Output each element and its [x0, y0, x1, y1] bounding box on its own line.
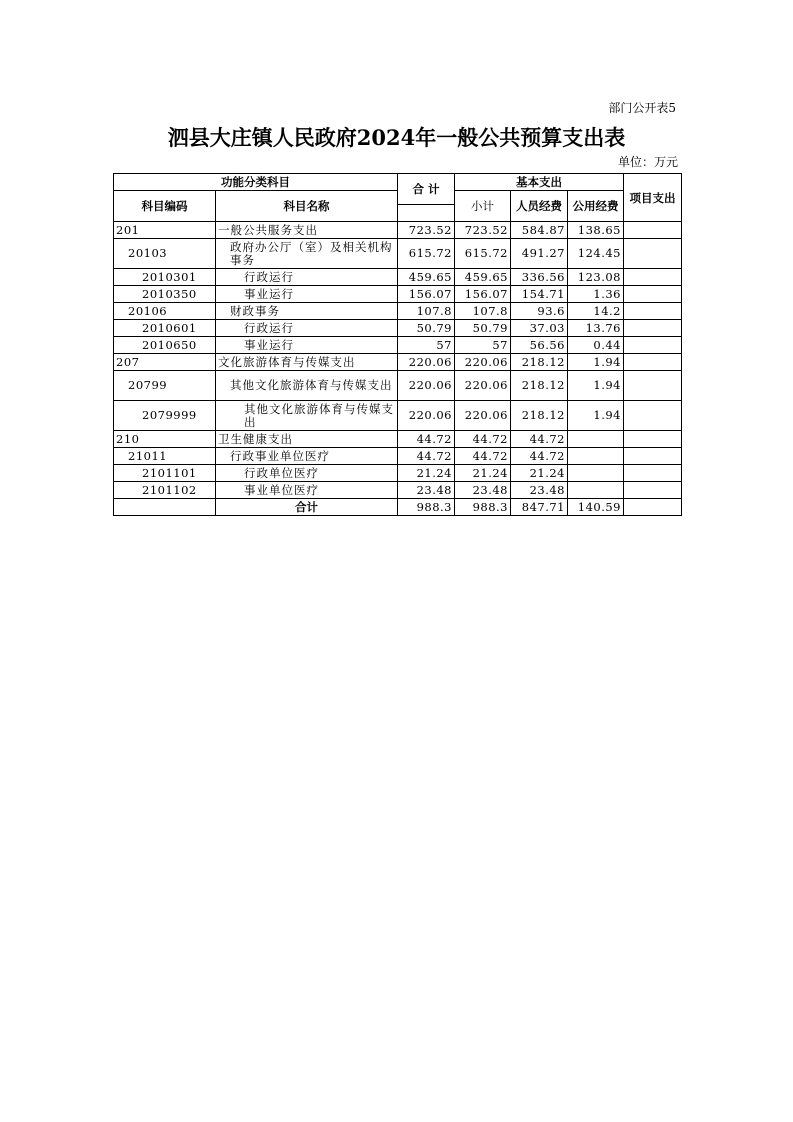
cell-code: 20106: [114, 303, 216, 320]
table-row: [114, 371, 682, 401]
total-sum: 988.3: [398, 499, 455, 516]
table-row: [114, 431, 682, 448]
cell-personnel: 44.72: [511, 448, 568, 465]
cell-personnel: 154.71: [511, 286, 568, 303]
table-row: [114, 337, 682, 354]
cell-public: 1.36: [568, 286, 624, 303]
cell-code: 2010650: [114, 337, 216, 354]
table-row-total: [114, 499, 682, 516]
cell-name: 事业运行: [216, 286, 398, 303]
table-row: [114, 320, 682, 337]
cell-public: 1.94: [568, 371, 624, 401]
cell-subtotal: 57: [455, 337, 511, 354]
cell-personnel: 56.56: [511, 337, 568, 354]
cell-total: 44.72: [398, 448, 455, 465]
cell-subtotal: 107.8: [455, 303, 511, 320]
table-row: [114, 303, 682, 320]
cell-code: 2101102: [114, 482, 216, 499]
cell-name: 行政事业单位医疗: [216, 448, 398, 465]
header-personnel-expense: 人员经费: [511, 191, 568, 222]
form-number-label: 部门公开表5: [608, 101, 676, 115]
cell-total: 23.48: [398, 482, 455, 499]
cell-public: [568, 431, 624, 448]
table-row: [114, 286, 682, 303]
cell-code: 2010350: [114, 286, 216, 303]
header-subject-name: 科目名称: [216, 191, 398, 222]
cell-personnel: 44.72: [511, 431, 568, 448]
header-subject-code: 科目编码: [114, 191, 216, 222]
cell-total: 459.65: [398, 269, 455, 286]
total-label: 合计: [216, 499, 398, 516]
cell-code: 2079999: [114, 401, 216, 431]
page-title: 泗县大庄镇人民政府2024年一般公共预算支出表: [167, 125, 626, 150]
cell-project: [624, 448, 682, 465]
cell-code: 20103: [114, 239, 216, 269]
cell-project: [624, 320, 682, 337]
cell-code: 2101101: [114, 465, 216, 482]
cell-code: 207: [114, 354, 216, 371]
cell-subtotal: 220.06: [455, 401, 511, 431]
cell-name: 行政运行: [216, 269, 398, 286]
cell-name: 政府办公厅（室）及相关机构事务: [216, 239, 398, 269]
total-code-cell: [114, 499, 216, 516]
total-public: 140.59: [568, 499, 624, 516]
cell-subtotal: 44.72: [455, 431, 511, 448]
cell-subtotal: 156.07: [455, 286, 511, 303]
cell-public: 0.44: [568, 337, 624, 354]
cell-subtotal: 21.24: [455, 465, 511, 482]
cell-personnel: 584.87: [511, 222, 568, 239]
cell-name: 其他文化旅游体育与传媒支出: [216, 371, 398, 401]
cell-total: 156.07: [398, 286, 455, 303]
cell-personnel: 218.12: [511, 354, 568, 371]
cell-code: 2010601: [114, 320, 216, 337]
cell-project: [624, 269, 682, 286]
cell-name: 事业运行: [216, 337, 398, 354]
cell-project: [624, 465, 682, 482]
cell-public: [568, 465, 624, 482]
cell-total: 50.79: [398, 320, 455, 337]
cell-personnel: 218.12: [511, 401, 568, 431]
table-row: [114, 239, 682, 269]
cell-name: 一般公共服务支出: [216, 222, 398, 239]
table-row: [114, 222, 682, 239]
table-row: [114, 448, 682, 465]
table-row: [114, 401, 682, 431]
cell-public: 1.94: [568, 354, 624, 371]
cell-project: [624, 286, 682, 303]
header-total-spacer: [398, 205, 455, 222]
cell-project: [624, 431, 682, 448]
header-total: 合 计: [398, 174, 455, 205]
cell-project: [624, 303, 682, 320]
cell-code: 210: [114, 431, 216, 448]
cell-personnel: 37.03: [511, 320, 568, 337]
cell-name: 事业单位医疗: [216, 482, 398, 499]
table-row: [114, 482, 682, 499]
cell-personnel: 23.48: [511, 482, 568, 499]
cell-public: [568, 448, 624, 465]
budget-expenditure-table: [113, 173, 682, 516]
header-basic-expenditure: 基本支出: [455, 174, 624, 191]
cell-name: 行政单位医疗: [216, 465, 398, 482]
cell-personnel: 93.6: [511, 303, 568, 320]
cell-subtotal: 220.06: [455, 371, 511, 401]
cell-code: 201: [114, 222, 216, 239]
cell-code: 20799: [114, 371, 216, 401]
cell-subtotal: 615.72: [455, 239, 511, 269]
table-row: [114, 465, 682, 482]
cell-subtotal: 50.79: [455, 320, 511, 337]
cell-name: 其他文化旅游体育与传媒支出: [216, 401, 398, 431]
unit-label: 单位：万元: [617, 155, 678, 169]
cell-subtotal: 220.06: [455, 354, 511, 371]
cell-name: 文化旅游体育与传媒支出: [216, 354, 398, 371]
cell-total: 220.06: [398, 401, 455, 431]
cell-project: [624, 401, 682, 431]
cell-public: 124.45: [568, 239, 624, 269]
total-subtotal: 988.3: [455, 499, 511, 516]
cell-project: [624, 337, 682, 354]
cell-project: [624, 239, 682, 269]
cell-public: 14.2: [568, 303, 624, 320]
cell-personnel: 218.12: [511, 371, 568, 401]
cell-project: [624, 354, 682, 371]
cell-total: 615.72: [398, 239, 455, 269]
table-body: [114, 222, 682, 499]
header-function-classification: 功能分类科目: [114, 174, 398, 191]
table-row: [114, 354, 682, 371]
cell-personnel: 336.56: [511, 269, 568, 286]
cell-total: 723.52: [398, 222, 455, 239]
cell-total: 44.72: [398, 431, 455, 448]
cell-subtotal: 44.72: [455, 448, 511, 465]
cell-project: [624, 222, 682, 239]
cell-project: [624, 371, 682, 401]
cell-subtotal: 723.52: [455, 222, 511, 239]
cell-public: [568, 482, 624, 499]
cell-code: 21011: [114, 448, 216, 465]
total-project: [624, 499, 682, 516]
cell-subtotal: 23.48: [455, 482, 511, 499]
header-public-expense: 公用经费: [568, 191, 624, 222]
total-personnel: 847.71: [511, 499, 568, 516]
cell-public: 1.94: [568, 401, 624, 431]
cell-name: 卫生健康支出: [216, 431, 398, 448]
cell-total: 220.06: [398, 371, 455, 401]
header-subtotal: 小计: [455, 191, 511, 222]
cell-personnel: 491.27: [511, 239, 568, 269]
table-row: [114, 269, 682, 286]
cell-subtotal: 459.65: [455, 269, 511, 286]
cell-code: 2010301: [114, 269, 216, 286]
cell-personnel: 21.24: [511, 465, 568, 482]
cell-total: 220.06: [398, 354, 455, 371]
cell-project: [624, 482, 682, 499]
cell-total: 57: [398, 337, 455, 354]
header-project-expenditure: 项目支出: [624, 174, 682, 222]
cell-public: 13.76: [568, 320, 624, 337]
cell-total: 107.8: [398, 303, 455, 320]
cell-public: 123.08: [568, 269, 624, 286]
cell-total: 21.24: [398, 465, 455, 482]
cell-name: 行政运行: [216, 320, 398, 337]
cell-name: 财政事务: [216, 303, 398, 320]
cell-public: 138.65: [568, 222, 624, 239]
